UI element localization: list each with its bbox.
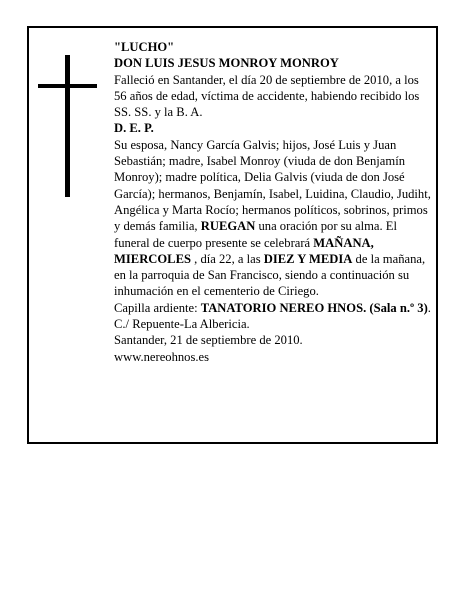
death-details: Falleció en Santander, el día 20 de septiembre de 2010, a los 56 años de edad, víctima de accidente, habiendo recibido los SS. SS. y la B. A. (114, 72, 420, 120)
website-text: www.nereohnos.es (114, 349, 210, 364)
tanatorio-name: TANATORIO NEREO HNOS. (Sala n.º 3) (200, 300, 428, 315)
day-text: , día 22, a las (194, 251, 264, 266)
cross-icon-crossbar (38, 84, 97, 88)
date-line: Santander, 21 de septiembre de 2010. (114, 333, 303, 348)
obituary-text (114, 39, 432, 365)
chapel-line (114, 300, 432, 333)
nickname: "LUCHO" (114, 40, 175, 54)
family-text: Su esposa, Nancy García Galvis; hijos, José Luis y Juan Sebastián; madre, Isabel Monroy (viuda de don Benjamín Monroy); madre política, Delia Galvis (viuda de don José García); hermanos, Benjamín, Isabel, Luidina, Claudio, Judiht, Angélica y Marta Rocío; hermanos políticos, sobrinos, primos y demás familia, (114, 137, 431, 234)
ruegan-text: RUEGAN (200, 219, 256, 234)
deceased-name: DON LUIS JESUS MONROY MONROY (114, 56, 339, 71)
address-text: . C./ Repuente-La Albericia. (114, 300, 431, 332)
funeral-time: DIEZ Y MEDIA (263, 251, 353, 266)
chapel-label: Capilla ardiente: (114, 300, 201, 315)
prayer-text: una oración por su alma. El funeral de cuerpo presente se celebrará (114, 219, 397, 250)
cross-icon (65, 55, 70, 197)
church-text: de la mañana, en la parroquia de San Francisco, siendo a continuación su inhumación en el cementerio de Ciriego. (114, 251, 426, 299)
dep-line: D. E. P. (114, 121, 154, 136)
funeral-day: MAÑANA, MIERCOLES (114, 235, 374, 266)
announcement-body (114, 137, 432, 300)
